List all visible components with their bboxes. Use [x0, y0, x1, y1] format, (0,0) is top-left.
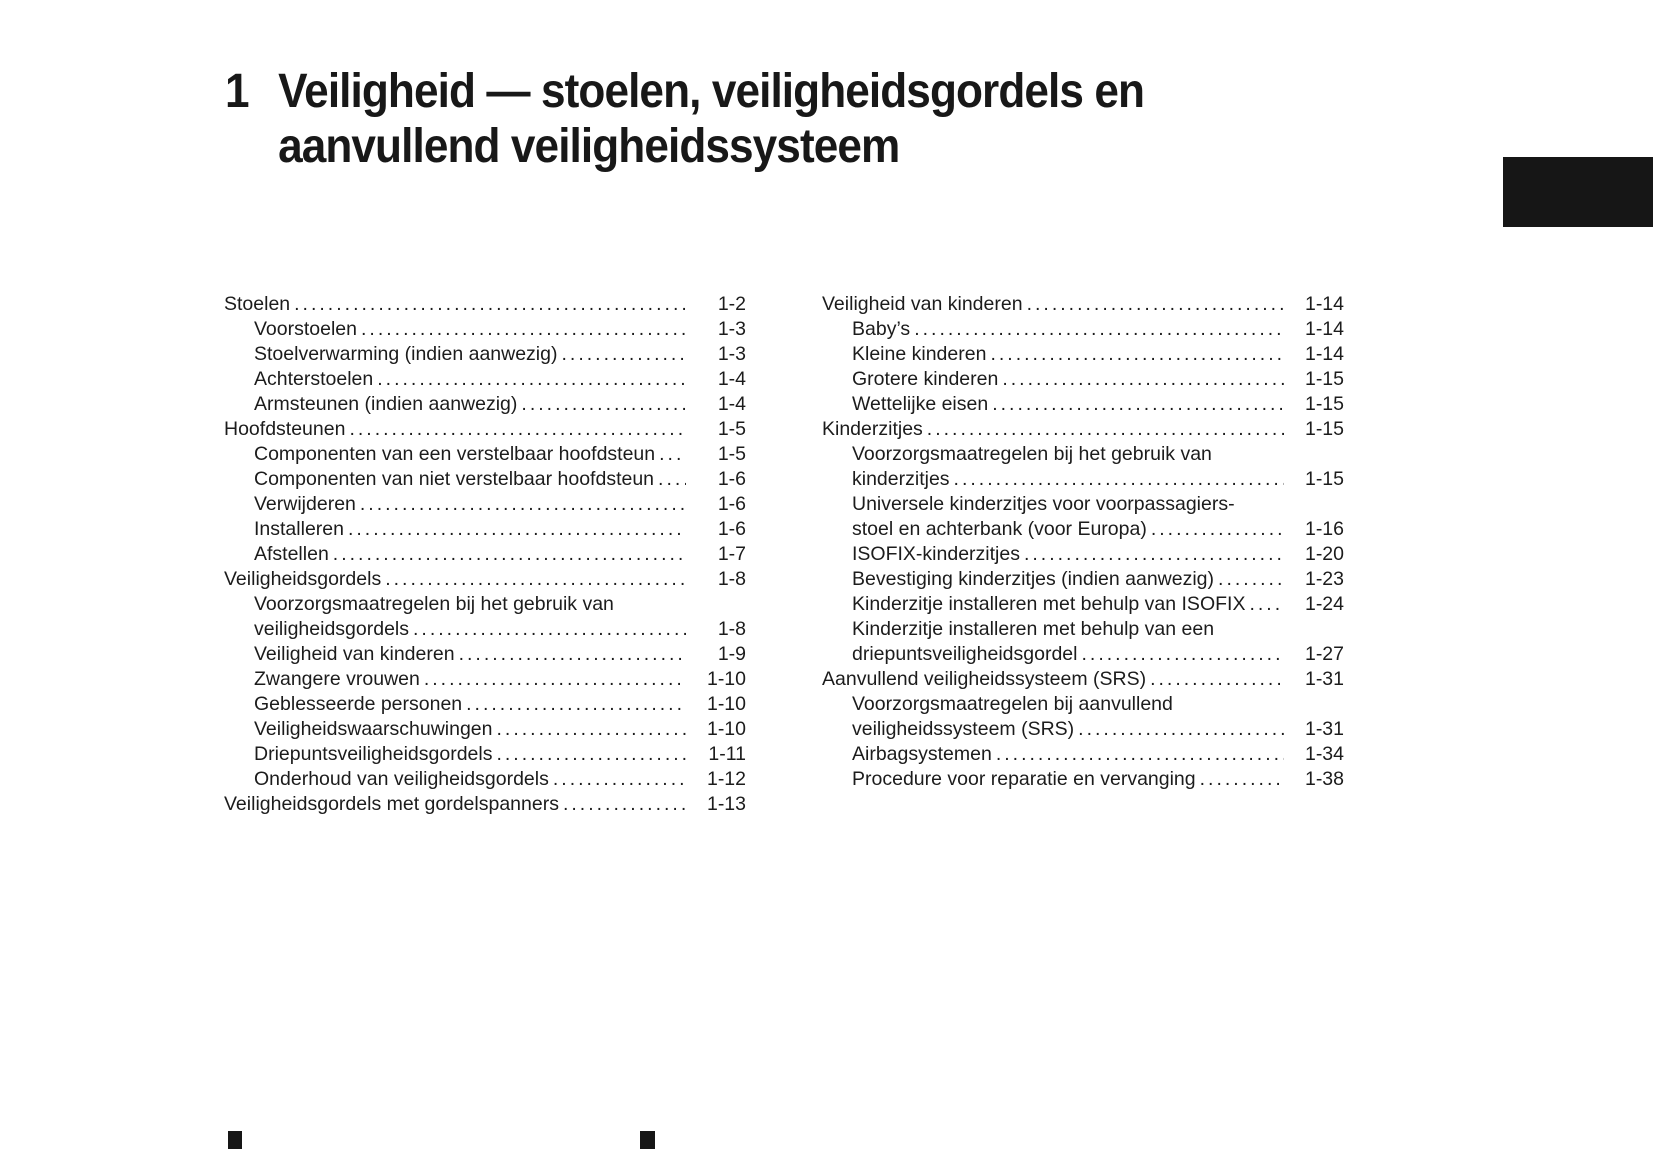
dot-leader [561, 342, 686, 367]
toc-entry-page: 1-3 [717, 318, 746, 340]
toc-entry [224, 317, 746, 342]
toc-entry [224, 517, 746, 542]
toc-entry-page: 1-38 [1304, 768, 1344, 790]
toc-entry-label: Installeren [254, 518, 344, 540]
toc-entry-label: Veiligheidswaarschuwingen [254, 718, 493, 740]
dot-leader [497, 717, 687, 742]
chapter-title-line1: Veiligheid — stoelen, veiligheidsgordels en [278, 65, 1145, 118]
toc-entry [224, 542, 746, 567]
chapter-title-block [225, 64, 1144, 174]
dot-leader [1081, 642, 1284, 667]
toc-entry-label: veiligheidssysteem (SRS) [852, 718, 1075, 740]
toc-entry [822, 692, 1344, 717]
toc-entry-label: Grotere kinderen [852, 368, 999, 390]
toc-entry-label: Voorzorgsmaatregelen bij aanvullend [852, 693, 1173, 715]
toc-entry-label: Veiligheid van kinderen [822, 293, 1023, 315]
toc-entry-label: Stoelen [224, 293, 291, 315]
toc-entry-page: 1-6 [717, 518, 746, 540]
toc-entry [822, 442, 1344, 467]
toc-entry [822, 392, 1344, 417]
toc-entry-page: 1-4 [717, 393, 746, 415]
toc-entry [224, 692, 746, 717]
toc-entry [224, 792, 746, 817]
dot-leader [927, 417, 1284, 442]
toc-entry-label: Kinderzitje installeren met behulp van een [852, 618, 1215, 640]
toc-entry [822, 492, 1344, 517]
dot-leader [521, 392, 686, 417]
toc-entry-label: Driepuntsveiligheidsgordels [254, 743, 493, 765]
dot-leader [333, 542, 686, 567]
toc-entry [224, 617, 746, 642]
toc-entry-page: 1-23 [1304, 568, 1344, 590]
toc-entry-label: Componenten van niet verstelbaar hoofdsteun [254, 468, 655, 490]
toc-entry-label: Kinderzitje installeren met behulp van ISOFIX [852, 593, 1246, 615]
chapter-edge-tab [1503, 157, 1653, 227]
toc-entry-label: Aanvullend veiligheidssysteem (SRS) [822, 668, 1147, 690]
toc-entry-label: Kleine kinderen [852, 343, 987, 365]
toc-entry-page: 1-2 [717, 293, 746, 315]
dot-leader [496, 742, 686, 767]
dot-leader [996, 742, 1284, 767]
toc-entry-label: driepuntsveiligheidsgordel [852, 643, 1078, 665]
chapter-title [278, 64, 1144, 174]
toc-entry-label: Stoelverwarming (indien aanwezig) [254, 343, 558, 365]
toc-entry-label: Armsteunen (indien aanwezig) [254, 393, 518, 415]
toc-entry [224, 567, 746, 592]
toc-entry-page: 1-8 [717, 568, 746, 590]
dot-leader [992, 392, 1284, 417]
dot-leader [1150, 667, 1284, 692]
toc-entry-label: Zwangere vrouwen [254, 668, 420, 690]
dot-leader [466, 692, 686, 717]
toc-entry-page: 1-14 [1304, 293, 1344, 315]
toc-entry-page: 1-13 [706, 793, 746, 815]
toc-entry-page: 1-6 [717, 468, 746, 490]
toc-entry-label: Procedure voor reparatie en vervanging [852, 768, 1196, 790]
toc-entry-label: Voorstoelen [254, 318, 357, 340]
toc-entry [822, 467, 1344, 492]
dot-leader [1200, 767, 1284, 792]
dot-leader [459, 642, 686, 667]
toc-entry-page: 1-31 [1304, 718, 1344, 740]
dot-leader [361, 317, 686, 342]
toc-entry-page: 1-4 [717, 368, 746, 390]
toc-entry-page: 1-31 [1304, 668, 1344, 690]
dot-leader [1218, 567, 1284, 592]
toc-entry [224, 667, 746, 692]
print-registration-mark [640, 1131, 655, 1149]
toc-entry [224, 467, 746, 492]
dot-leader [563, 792, 686, 817]
toc-entry-page: 1-15 [1304, 368, 1344, 390]
toc-column-left [224, 292, 746, 817]
toc-entry-page: 1-9 [717, 643, 746, 665]
toc-entry-page: 1-15 [1304, 393, 1344, 415]
toc-entry-page: 1-10 [706, 718, 746, 740]
toc-entry-page: 1-15 [1304, 418, 1344, 440]
toc-entry-page: 1-16 [1304, 518, 1344, 540]
dot-leader [360, 492, 686, 517]
toc-column-right [822, 292, 1344, 817]
chapter-number: 1 [225, 65, 249, 118]
toc-entry-page: 1-12 [706, 768, 746, 790]
dot-leader [954, 467, 1284, 492]
toc-entry-label: Geblesseerde personen [254, 693, 463, 715]
toc-entry [224, 442, 746, 467]
toc-entry [822, 642, 1344, 667]
toc-entry [822, 767, 1344, 792]
dot-leader [1151, 517, 1284, 542]
toc-entry [822, 667, 1344, 692]
dot-leader [424, 667, 686, 692]
dot-leader [553, 767, 686, 792]
toc-entry-page: 1-34 [1304, 743, 1344, 765]
toc-entry [224, 392, 746, 417]
toc-entry-label: Veiligheid van kinderen [254, 643, 455, 665]
toc-entry-label: kinderzitjes [852, 468, 950, 490]
toc-entry [224, 292, 746, 317]
toc-entry-page: 1-24 [1304, 593, 1344, 615]
toc-entry-page: 1-14 [1304, 318, 1344, 340]
toc-entry-label: Bevestiging kinderzitjes (indien aanwezig) [852, 568, 1215, 590]
toc-entry [822, 567, 1344, 592]
toc-entry-label: Kinderzitjes [822, 418, 923, 440]
toc-entry [822, 617, 1344, 642]
dot-leader [1027, 292, 1284, 317]
toc-entry-page: 1-3 [717, 343, 746, 365]
toc-entry [822, 592, 1344, 617]
print-registration-mark [228, 1131, 242, 1149]
toc-entry [224, 367, 746, 392]
toc-entry [822, 542, 1344, 567]
dot-leader [294, 292, 686, 317]
chapter-title-line2: aanvullend veiligheidssysteem [278, 120, 900, 173]
toc-entry-page: 1-11 [708, 743, 746, 765]
table-of-contents [224, 292, 1344, 817]
toc-entry-label: Afstellen [254, 543, 329, 565]
toc-entry-label: Veiligheidsgordels met gordelspanners [224, 793, 559, 815]
toc-entry-label: Baby’s [852, 318, 911, 340]
toc-entry [224, 767, 746, 792]
toc-entry-label: ISOFIX-kinderzitjes [852, 543, 1020, 565]
toc-entry-label: veiligheidsgordels [254, 618, 410, 640]
toc-entry [822, 317, 1344, 342]
toc-entry [224, 417, 746, 442]
toc-entry [822, 742, 1344, 767]
toc-entry [822, 367, 1344, 392]
dot-leader [1078, 717, 1284, 742]
toc-entry [822, 517, 1344, 542]
toc-entry-label: Veiligheidsgordels [224, 568, 382, 590]
toc-entry-label: Airbagsystemen [852, 743, 992, 765]
toc-entry-page: 1-15 [1304, 468, 1344, 490]
toc-entry [822, 292, 1344, 317]
dot-leader [658, 467, 686, 492]
toc-entry [822, 342, 1344, 367]
toc-entry [224, 742, 746, 767]
toc-entry [224, 717, 746, 742]
dot-leader [413, 617, 686, 642]
toc-entry-label: Verwijderen [254, 493, 356, 515]
toc-entry-page: 1-8 [717, 618, 746, 640]
dot-leader [1024, 542, 1284, 567]
dot-leader [377, 367, 686, 392]
toc-entry-page: 1-6 [717, 493, 746, 515]
dot-leader [385, 567, 686, 592]
toc-entry-page: 1-5 [717, 443, 746, 465]
dot-leader [990, 342, 1284, 367]
toc-entry-page: 1-10 [706, 668, 746, 690]
toc-entry [224, 592, 746, 617]
toc-entry-page: 1-27 [1304, 643, 1344, 665]
dot-leader [348, 517, 686, 542]
toc-entry-label: Componenten van een verstelbaar hoofdsteun [254, 443, 656, 465]
toc-entry-label: Hoofdsteunen [224, 418, 346, 440]
dot-leader [1249, 592, 1284, 617]
toc-entry-page: 1-5 [717, 418, 746, 440]
toc-entry-label: Onderhoud van veiligheidsgordels [254, 768, 549, 790]
toc-entry [822, 417, 1344, 442]
dot-leader [659, 442, 686, 467]
toc-entry-page: 1-14 [1304, 343, 1344, 365]
toc-entry [224, 342, 746, 367]
toc-entry-label: Wettelijke eisen [852, 393, 989, 415]
dot-leader [349, 417, 686, 442]
toc-entry-label: Achterstoelen [254, 368, 374, 390]
toc-entry-page: 1-20 [1304, 543, 1344, 565]
toc-entry [822, 717, 1344, 742]
toc-entry-page: 1-10 [706, 693, 746, 715]
toc-entry-label: Voorzorgsmaatregelen bij het gebruik van [852, 443, 1212, 465]
toc-entry-label: Universele kinderzitjes voor voorpassagiers- [852, 493, 1235, 515]
toc-entry-label: Voorzorgsmaatregelen bij het gebruik van [254, 593, 614, 615]
toc-entry [224, 492, 746, 517]
toc-entry [224, 642, 746, 667]
dot-leader [1002, 367, 1284, 392]
toc-entry-label: stoel en achterbank (voor Europa) [852, 518, 1147, 540]
dot-leader [914, 317, 1284, 342]
toc-entry-page: 1-7 [717, 543, 746, 565]
